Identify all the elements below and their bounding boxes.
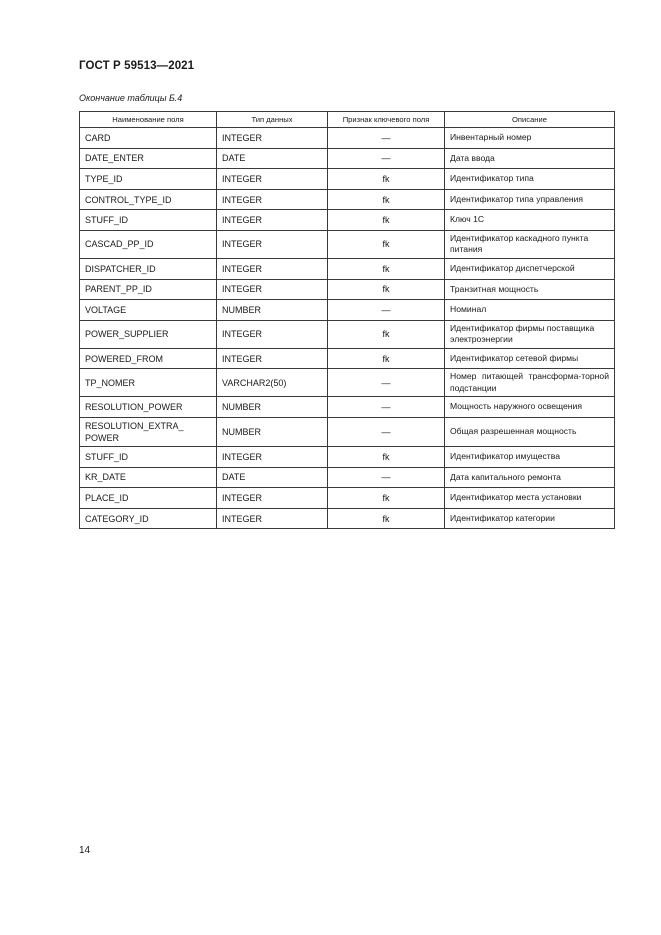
- cell-description: Идентификатор каскадного пункта питания: [445, 230, 615, 258]
- table-row: [80, 128, 615, 149]
- cell-key-flag: fk: [328, 508, 445, 529]
- table-row: [80, 446, 615, 467]
- cell-field-name: STUFF_ID: [80, 446, 217, 467]
- cell-description: Идентификатор места установки: [445, 488, 615, 509]
- cell-key-flag: fk: [328, 279, 445, 300]
- cell-field-name: PLACE_ID: [80, 488, 217, 509]
- cell-description: Инвентарный номер: [445, 128, 615, 149]
- cell-description: Идентификатор диспетчерской: [445, 258, 615, 279]
- table-row: [80, 488, 615, 509]
- cell-key-flag: fk: [328, 320, 445, 348]
- cell-description: Ключ 1С: [445, 210, 615, 231]
- cell-field-name: RESOLUTION_POWER: [80, 397, 217, 418]
- cell-data-type: NUMBER: [217, 300, 328, 321]
- cell-data-type: INTEGER: [217, 279, 328, 300]
- cell-key-flag: fk: [328, 230, 445, 258]
- table-row: [80, 417, 615, 446]
- cell-description: Идентификатор фирмы поставщика электроэнергии: [445, 320, 615, 348]
- table-row: [80, 169, 615, 190]
- cell-description: Общая разрешенная мощность: [445, 417, 615, 446]
- cell-key-flag: —: [328, 148, 445, 169]
- table-caption: Окончание таблицы Б.4: [79, 93, 183, 103]
- column-header-description: Описание: [445, 112, 615, 128]
- document-code: ГОСТ Р 59513—2021: [79, 60, 195, 72]
- cell-description: Дата ввода: [445, 148, 615, 169]
- cell-field-name: CONTROL_TYPE_ID: [80, 189, 217, 210]
- cell-key-flag: —: [328, 417, 445, 446]
- cell-data-type: INTEGER: [217, 348, 328, 369]
- cell-key-flag: fk: [328, 348, 445, 369]
- table-row: [80, 348, 615, 369]
- table-row: [80, 210, 615, 231]
- cell-field-name: STUFF_ID: [80, 210, 217, 231]
- cell-description: Идентификатор типа управления: [445, 189, 615, 210]
- cell-key-flag: fk: [328, 210, 445, 231]
- table-row: [80, 189, 615, 210]
- cell-key-flag: fk: [328, 169, 445, 190]
- cell-description: Номинал: [445, 300, 615, 321]
- cell-description: Дата капитального ремонта: [445, 467, 615, 488]
- field-spec-table: [79, 111, 615, 529]
- cell-data-type: INTEGER: [217, 210, 328, 231]
- cell-key-flag: —: [328, 369, 445, 397]
- cell-data-type: DATE: [217, 148, 328, 169]
- cell-description: Мощность наружного освещения: [445, 397, 615, 418]
- cell-description: Идентификатор сетевой фирмы: [445, 348, 615, 369]
- cell-field-name: CATEGORY_ID: [80, 508, 217, 529]
- cell-field-name: VOLTAGE: [80, 300, 217, 321]
- cell-description: Идентификатор категории: [445, 508, 615, 529]
- cell-data-type: VARCHAR2(50): [217, 369, 328, 397]
- table-row: [80, 467, 615, 488]
- table-row: [80, 369, 615, 397]
- cell-data-type: INTEGER: [217, 230, 328, 258]
- cell-field-name: POWERED_FROM: [80, 348, 217, 369]
- cell-data-type: INTEGER: [217, 488, 328, 509]
- table-row: [80, 230, 615, 258]
- cell-data-type: INTEGER: [217, 169, 328, 190]
- cell-data-type: INTEGER: [217, 128, 328, 149]
- cell-description: Транзитная мощность: [445, 279, 615, 300]
- table-header: [80, 112, 615, 128]
- cell-data-type: INTEGER: [217, 508, 328, 529]
- table-row: [80, 397, 615, 418]
- cell-key-flag: —: [328, 467, 445, 488]
- table-header-row: [80, 112, 615, 128]
- table-row: [80, 148, 615, 169]
- cell-data-type: NUMBER: [217, 397, 328, 418]
- cell-field-name: DATE_ENTER: [80, 148, 217, 169]
- cell-key-flag: —: [328, 300, 445, 321]
- cell-field-name: CARD: [80, 128, 217, 149]
- column-header-key: Признак ключевого поля: [328, 112, 445, 128]
- column-header-name: Наименование поля: [80, 112, 217, 128]
- cell-field-name: TYPE_ID: [80, 169, 217, 190]
- cell-description: Идентификатор типа: [445, 169, 615, 190]
- cell-data-type: NUMBER: [217, 417, 328, 446]
- table-row: [80, 508, 615, 529]
- cell-data-type: INTEGER: [217, 446, 328, 467]
- cell-data-type: DATE: [217, 467, 328, 488]
- cell-key-flag: fk: [328, 488, 445, 509]
- cell-data-type: INTEGER: [217, 189, 328, 210]
- cell-key-flag: fk: [328, 189, 445, 210]
- cell-key-flag: —: [328, 397, 445, 418]
- table-row: [80, 258, 615, 279]
- page-number: 14: [79, 845, 91, 856]
- cell-field-name: KR_DATE: [80, 467, 217, 488]
- cell-description: Номер питающей трансформа-торной подстанции: [445, 369, 615, 397]
- cell-field-name: DISPATCHER_ID: [80, 258, 217, 279]
- cell-description: Идентификатор имущества: [445, 446, 615, 467]
- cell-key-flag: fk: [328, 446, 445, 467]
- cell-field-name: POWER_SUPPLIER: [80, 320, 217, 348]
- cell-key-flag: —: [328, 128, 445, 149]
- cell-field-name: RESOLUTION_EXTRA_ POWER: [80, 417, 217, 446]
- table-row: [80, 279, 615, 300]
- table-row: [80, 320, 615, 348]
- cell-field-name: CASCAD_PP_ID: [80, 230, 217, 258]
- cell-field-name: PARENT_PP_ID: [80, 279, 217, 300]
- cell-key-flag: fk: [328, 258, 445, 279]
- cell-data-type: INTEGER: [217, 258, 328, 279]
- cell-field-name: TP_NOMER: [80, 369, 217, 397]
- cell-data-type: INTEGER: [217, 320, 328, 348]
- table-body: [80, 128, 615, 529]
- column-header-type: Тип данных: [217, 112, 328, 128]
- table-row: [80, 300, 615, 321]
